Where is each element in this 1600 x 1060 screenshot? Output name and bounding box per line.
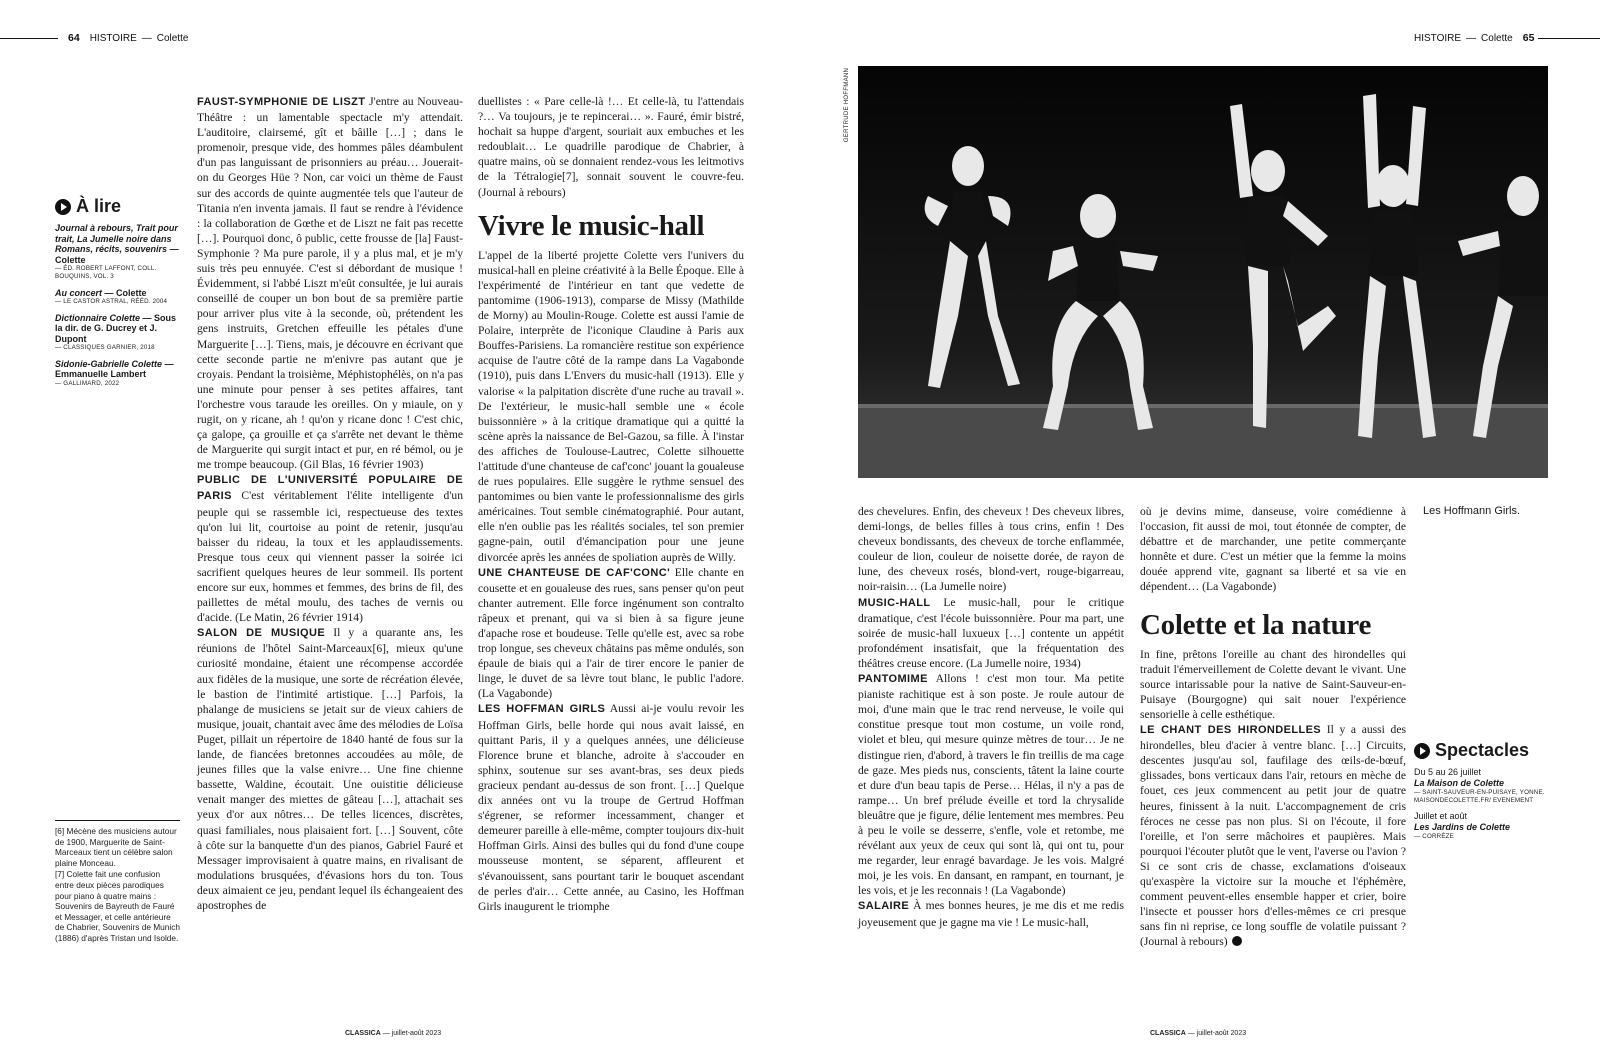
reference-item: Au concert — Colette — LE CASTOR ASTRAL, RÉÉD. 2004 bbox=[55, 287, 168, 306]
page-number-right: 65 bbox=[1522, 32, 1535, 44]
body-text: À mes bonnes heures, je me dis et me redis joyeusement que je gagne ma vie ! Le music-hall, bbox=[858, 899, 1124, 929]
subhead: SALAIRE bbox=[858, 900, 910, 913]
footnote-6: [6] Mécène des musiciens autour de 1900, Marguerite de Saint-Marceaux tient un célèbre salon plaine Monceau. bbox=[55, 826, 177, 868]
body-text: Aussi ai-je voulu revoir les Hoffman Girls, belle horde qui nous avait laissé, en quittant Paris, il y a quelques années, une délicieuse Florence brune et blanche, adroite à s'accouder en sphinx, soutenue sur ses avant-bras, ses deux pieds gracieux pendant au-dessus de son front. […] Quelque dix années ont vu la troupe de Gertrud Hoffman s'égrener, se reformer incessamment, changer et demeurer pareille à elle-même, compter toujours dix-huit Hoffman Girls. Ainsi des bulles qui du fond d'une coupe mousseuse montent, se séparent, affleurent et s'évanouissent, sans pourtant tarir le bouquet ascendant de perles d'air… Cette année, au Casino, les Hoffman Girls inaugurent le triomphe bbox=[478, 702, 744, 913]
play-icon bbox=[1414, 743, 1430, 759]
footnote-rule bbox=[55, 820, 180, 821]
subhead: PANTOMIME bbox=[858, 673, 928, 686]
right-footer: CLASSICA — juillet-août 2023 bbox=[1150, 1030, 1247, 1037]
right-running-header: HISTOIRE — Colette 65 bbox=[1414, 32, 1535, 44]
show-item: Du 5 au 26 juillet La Maison de Colette — SAINT-SAUVEUR-EN-PUISAYE, YONNE. MAISONDECOLETTE.FR/ EVENEMENT bbox=[1414, 767, 1545, 804]
article-column-4 bbox=[1140, 504, 1406, 949]
section-heading: Colette et la nature bbox=[1140, 608, 1372, 641]
shows-list-title: Spectacles bbox=[1414, 740, 1554, 761]
subhead: SALON DE MUSIQUE bbox=[197, 627, 326, 640]
photo-caption: Les Hoffmann Girls. bbox=[1423, 505, 1521, 517]
left-running-header: 64 HISTOIRE — Colette bbox=[68, 32, 189, 44]
right-header-rule bbox=[1538, 38, 1600, 39]
subhead: FAUST-SYMPHONIE DE LISZT bbox=[197, 96, 366, 108]
reading-list bbox=[55, 196, 183, 394]
body-text: Le music-hall, pour le critique dramatique, c'est l'école buissonnière. Pour ma part, une soirée de music-hall luxueux […] contente un appétit profondément insatisfait, que la fréquentation des théâtres creuse encore. (La Jumelle noire, 1934) bbox=[858, 595, 1125, 670]
footnote-7: [7] Colette fait une confusion entre deux pièces parodiques pour piano à quatre mains : Souvenirs de Bayreuth de Fauré et Messager, et celle antérieure de Chabrier, Souvenirs de Munich (1886) d'après Tristan und Isolde. bbox=[55, 869, 180, 943]
shows-list bbox=[1414, 740, 1554, 847]
subject-label: Colette bbox=[156, 32, 189, 44]
reading-list-title: À lire bbox=[55, 196, 183, 217]
section-heading: Vivre le music-hall bbox=[478, 209, 705, 242]
section-label: HISTOIRE bbox=[1414, 32, 1462, 44]
body-text: In fine, prêtons l'oreille au chant des hirondelles qui traduit l'émerveillement de Colette devant le vivant. Une source intarissable pour la native de Saint-Sauveur-en-Puisaye (Bourgogne) qui sait nouer l'expérience sensorielle à celle esthétique. bbox=[1140, 647, 1406, 721]
subject-label: Colette bbox=[1481, 32, 1513, 44]
left-header-rule bbox=[0, 38, 58, 39]
show-item: Juillet et août Les Jardins de Colette — CORRÈZE bbox=[1414, 811, 1511, 840]
body-text: Allons ! c'est mon tour. Ma petite pianiste rachitique est à son poste. Je roule autour de moi, d'une main que le trac rend nerveuse, le voile qui constitue presque tout mon costume, un voile rond, violet et bleu, qui mesure quinze mètres de tour… Je ne distingue rien, d'abord, à travers le fin treillis de ma cage de gaze. Mes pieds nus, conscients, tâtent la laine courte et dure d'un beau tapis de Perse… Hélas, il n'y a pas de rampe… Un bref prélude éveille et tord la chrysalide bleuâtre que je figure, délie lentement mes membres. Peu à peu le voile se desserre, s'enfle, vole et retombe, me révélant aux yeux de ceux qui sont là, qui ont tu, pour me regarder, leur enragé bavardage. Je les vois. Malgré moi, je les vois. En dansant, en rampant, en tournant, je les vois, et je les reconnais ! (La Vagabonde) bbox=[858, 672, 1124, 898]
page-number-left: 64 bbox=[68, 32, 80, 44]
body-text: où je devins mime, danseuse, voire comédienne à l'occasion, fit aussi de moi, tout étonnée de compter, de débattre et de marchander, une petite commerçante honnête et dure. C'est un métier que la femme la moins douée apprend vite, gagnant sa liberté et sa vie en dépendent… (La Vagabonde) bbox=[1140, 505, 1406, 594]
body-text: Elle chante en cousette et en goualeuse des rues, sans penser qu'on peut chanter autrement. Elle force ingénument son contralto râpeux et prenant, qui va si bien à sa figure jeune d'apache rose et boudeuse. Telle qu'elle est, avec sa robe trop longue, ses cheveux châtains pas même ondulés, son épaule de biais qui a l'air de tirer encore le panier de linge, le duvet de sa lèvre tout blanc, le public l'adore. (La Vagabonde) bbox=[478, 565, 745, 701]
reference-item: Dictionnaire Colette — Sous la dir. de G. Ducrey et J. Dupont — CLASSIQUES GARNIER, 2018 bbox=[55, 312, 177, 352]
subhead: UNE CHANTEUSE DE CAF'CONC' bbox=[478, 566, 671, 579]
play-icon bbox=[55, 199, 71, 215]
hoffmann-girls-photo bbox=[858, 66, 1548, 478]
reference-item: Sidonie-Gabrielle Colette — Emmanuelle Lambert — GALLIMARD, 2022 bbox=[55, 358, 174, 387]
body-text: duellistes : « Pare celle-là !… Et celle-là, tu l'attendais ?… Va toujours, je te repincerai… ». Fauré, émir bistré, hochait sa huppe d'argent, souriait aux embuches et les redoublait… Le quadrille parodique de Chabrier, à quatre mains, où se donnaient rendez-vous les leitmotivs de la Tétralogie[7], sonnait souvent le couvre-feu. (Journal à rebours) bbox=[478, 95, 744, 199]
body-text: Il y a aussi des hirondelles, bleu d'acier à ventre blanc. […] Circuits, descentes jusqu'au sol, faufilage des œils-de-bœuf, glissades, bons verticaux dans l'air, retours en mèche de fouet, ces jeux commencent au petit jour de quatre heures, finissent à la nuit. L'accompagnement de cris féroces ne cesse pas non plus. Si on l'écoute, il fore l'oreille, et l'on serre mâchoires et paupières. Mais pourquoi l'écouter plutôt que le vent, l'averse ou l'avion ? Si ce sont cris de chasse, exclamations d'oiseaux qu'exaspère la victoire sur la mouche et l'éphémère, comment peuvent-elles ensemble happer et crier, boire l'insecte et pousser hors d'elles-mêmes ce cri presque sans fin ni reprise, ce long souffle de volatile puissant ? (Journal à rebours) bbox=[1140, 723, 1406, 949]
body-text: C'est véritablement l'élite intelligente d'un peuple qui se rassemble ici, respectueuse des textes qu'on lui lit, courtoise au point de retenir, jusqu'au baisser du rideau, la toux et les applaudissements. Presque tous ceux qui viennent passer la soirée ici sacrifient quelques heures de leur sommeil. Ils portent encore sur eux, hommes et femmes, des brins de fil, des paillettes de métal moulu, des taches de vernis ou d'acide. (Le Matin, 26 février 1914) bbox=[197, 489, 463, 625]
article-column-1 bbox=[197, 94, 463, 913]
subhead: LES HOFFMAN GIRLS bbox=[478, 703, 606, 716]
footnotes bbox=[55, 826, 180, 944]
body-text: L'appel de la liberté projette Colette vers l'univers du musical-hall en pleine créativité à la Belle Époque. Elle à l'expérimenté de l'intérieur en tant que vedette de pantomime (1906-1913), comparse de Missy (Mathilde de Morny) au Moulin-Rouge. Colette est aussi l'amie de Polaire, interprète de l'iconique Claudine à Paris aux Bouffes-Parisiens. La romancière restitue son expérience acquise de l'autre côté de la rampe dans La Vagabonde (1910), puis dans L'Envers du music-hall (1913). Elle y valorise « la palpitation discrète d'une ruche au travail ». De l'extérieur, le music-hall semble une « école buissonnière » à la critique dramatique qui a quitté la scène après la naissance de Bel-Gazou, sa fille. À l'instar des affiches de Toulouse-Lautrec, Colette silhouette l'attitude d'une chanteuse de caf'conc' jouant la goualeuse de rues populaires. Elle suggère le rythme sensuel des pantomimes ou bien vante le professionnalisme des girls américaines. Tout semble cinématographié. Pour autant, elle n'en oublie pas les réalités sociales, tel son premier gagne-pain, outil d'émancipation pour une jeune divorcée après les années de spoliation auprès de Willy. bbox=[478, 248, 744, 564]
body-text: des chevelures. Enfin, des cheveux ! Des cheveux libres, demi-longs, de belles filles à tous crins, enfin ! Des cheveux bondissants, des cheveux de torche enflammée, couleur de lion, couleur de noisette dorée, de rayon de lune, des cheveux rosés, blond-vert, rouge-bigarreau, noir-raisin… (La Jumelle noire) bbox=[858, 505, 1124, 594]
body-text: J'entre au Nouveau-Théâtre : un lamentable spectacle m'y attendait. L'auditoire, clairsemé, gît et bâille […] ; dans le promenoir, presque vide, des hommes pâles déambulent d'un pas languissant de prisonniers au préau… Jouerait-on du Georges Hüe ? Non, car voici un thème de Faust sur des accords de quinte augmentée tels que l'auteur de Titania n'en inventa jamais. Il faut se rendre à l'évidence : la collaboration de Gœthe et de Liszt ne fait pas recette […]. Pourquoi donc, ô public, cette frousse de [la] Faust-Symphonie ? Ma pure parole, il y a plus mal, et je m'y suis très peu ennuyée. C'est si débordant de musique ! Évidemment, si l'abbé Liszt m'eût consultée, je lui aurais conseillé de couper un bon bout de sa première partie pour arriver plus vite à la seconde, où, prétendent les gens instruits, Gretchen effeuille les pétales d'une Marguerite […]. Tiens, mais, je découvre en écrivant que cette seconde partie ne m'enivre pas autant que je croyais. Pendant la troisième, Méphistophélès, on n'a pas une minute pour penser à ses petites affaires, tant l'orchestre vous taraude les oreilles. On y miaule, on y rugit, on y ricane, ah ! qu'on y ricane donc ! C'est chic, ça galope, ça grouille et ça s'arrête net devant le thème de Marguerite qui surgit intact et pur, en ré bémol, ou je me trompe beaucoup. (Gil Blas, 16 février 1903) bbox=[197, 95, 463, 472]
article-column-2 bbox=[478, 94, 744, 914]
reference-item: Journal à rebours, Trait pour trait, La Jumelle noire dans Romans, récits, souvenirs — Colette — ÉD. ROBERT LAFFONT, COLL. BOUQUINS, VOL. 3 bbox=[55, 223, 179, 281]
section-label: HISTOIRE bbox=[89, 32, 137, 44]
end-mark-icon bbox=[1232, 936, 1242, 946]
subhead: LE CHANT DES HIRONDELLES bbox=[1140, 724, 1322, 737]
subhead: PUBLIC DE L'UNIVERSITÉ POPULAIRE DE PARIS bbox=[197, 474, 463, 503]
left-footer: CLASSICA — juillet-août 2023 bbox=[345, 1030, 442, 1037]
body-text: Il y a quarante ans, les réunions de l'hôtel Saint-Marceaux[6], mieux qu'une curiosité mondaine, étaient une récompense accordée aux fidèles de la musique, une sorte de récréation élevée, le bastion de l'intimité artistique. […] Parfois, la phalange de musiciens se jetait sur de vieux cahiers de musique, jouait, chantait avec âme des mélodies de Loïsa Puget, pillait un répertoire de 1840 hanté de fous sur la lande, de fiancées bretonnes accoudées au môle, de jeunes filles que la valse enivre… Une fine chienne bassette, Waldine, écoutait. Une ouistitie délicieuse venait manger des miettes de gâteau […], attachait ses yeux d'or aux nôtres… De telles licences, discrètes, quasi familiales, nous plaisaient fort. […] Souvent, côte à côte sur la banquette d'un des pianos, Gabriel Fauré et Messager improvisaient à quatre mains, en rivalisant de modulations brusquées, d'évasions hors du ton. Tous deux aimaient ce jeu, pendant lequel ils échangeaient des apostrophes de bbox=[197, 626, 463, 912]
article-column-3 bbox=[858, 504, 1124, 930]
photo-credit: GERTRUDE HOFFMANN bbox=[844, 67, 851, 143]
dancers-illustration bbox=[858, 66, 1548, 478]
subhead: MUSIC-HALL bbox=[858, 596, 931, 609]
